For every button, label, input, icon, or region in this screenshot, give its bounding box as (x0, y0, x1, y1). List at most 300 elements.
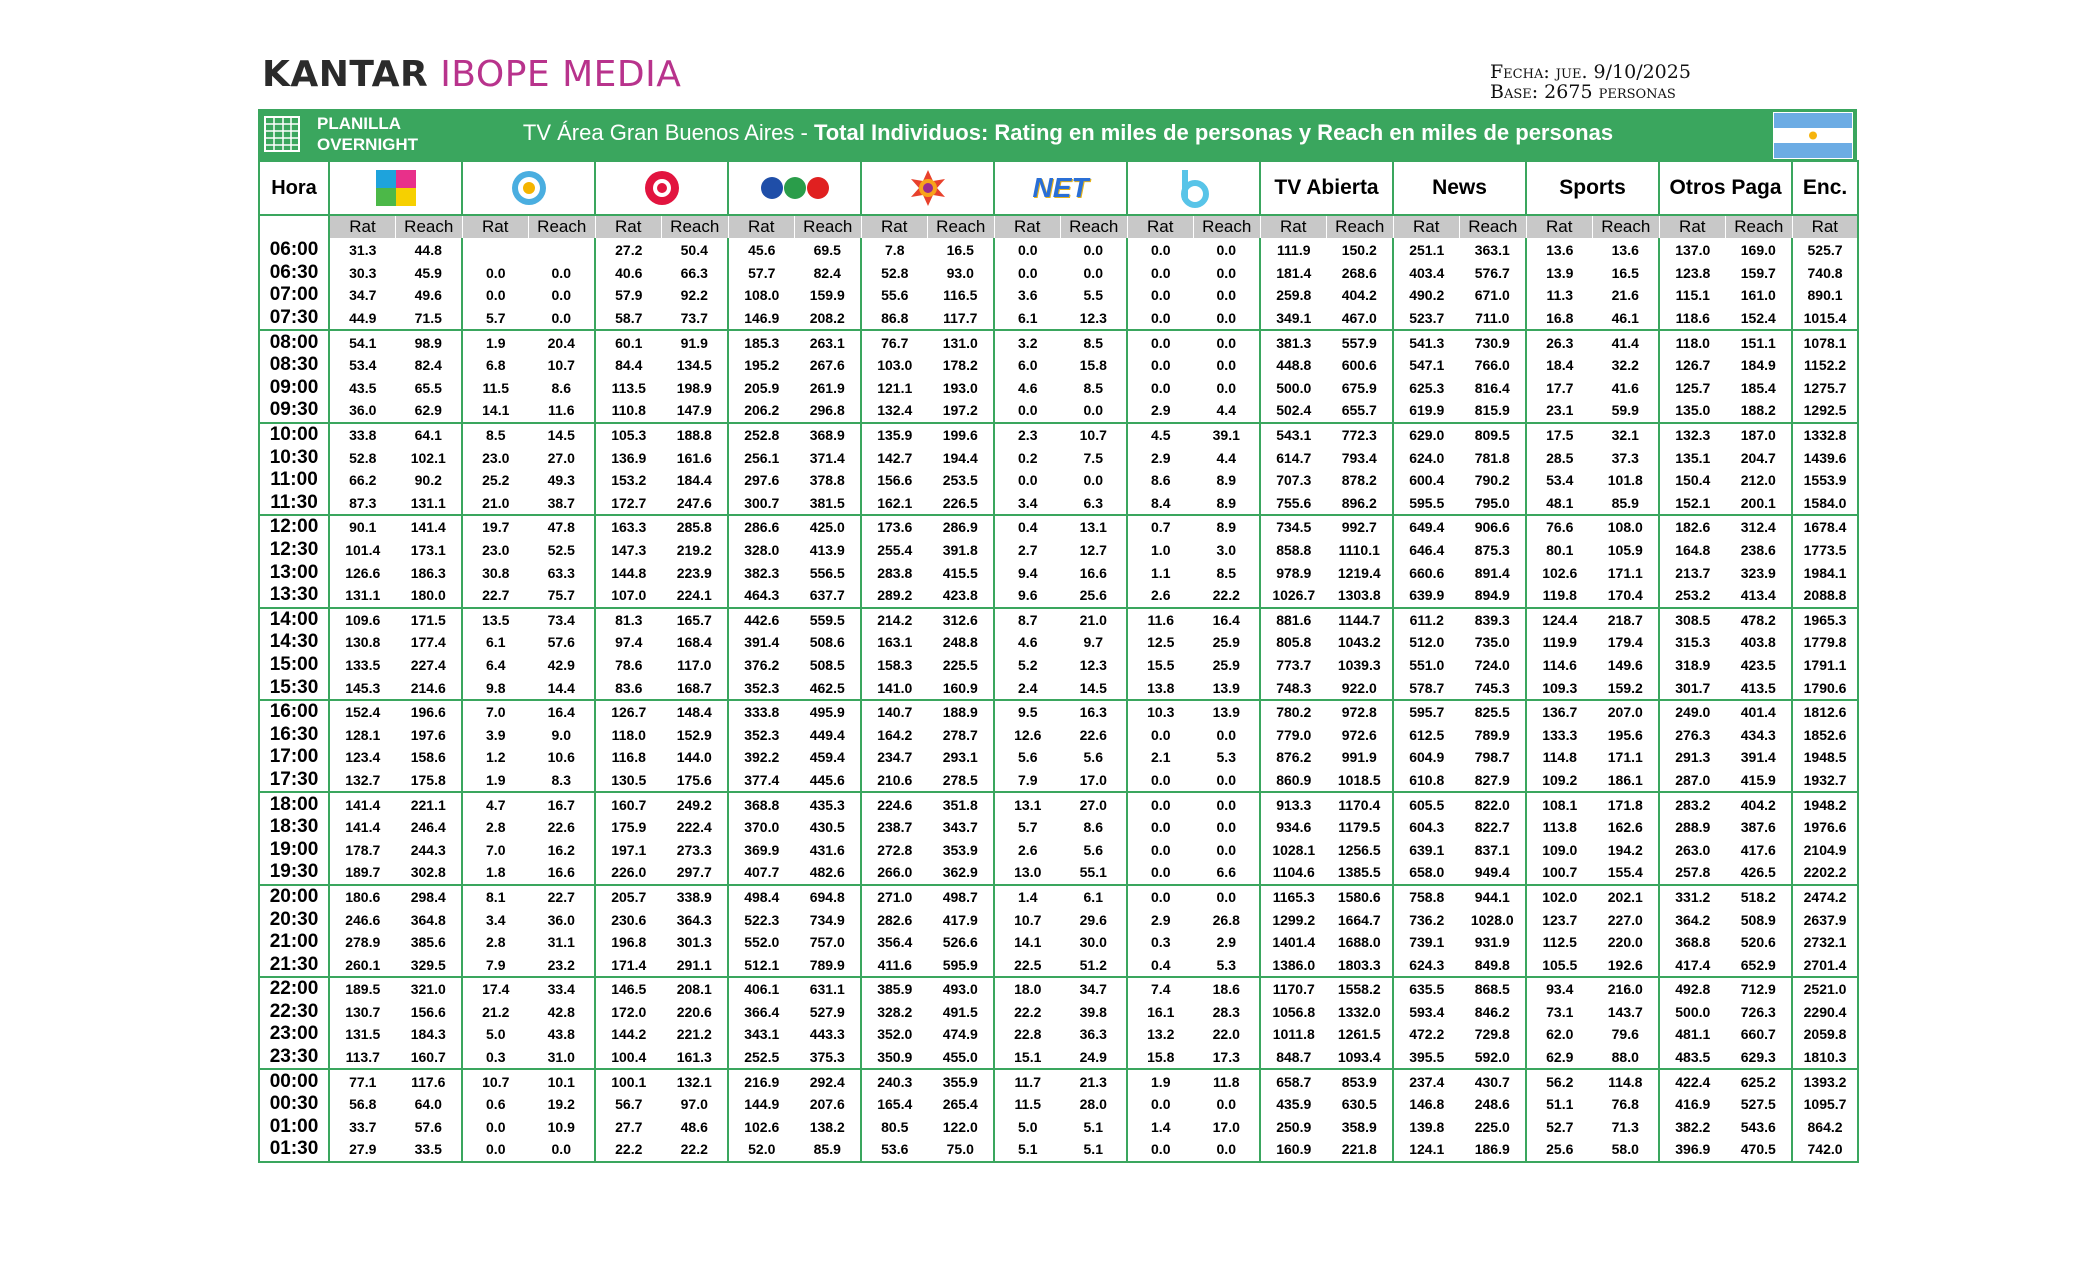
table-cell: 639.9 (1409, 587, 1445, 604)
table-cell: 724.0 (1460, 654, 1527, 677)
table-cell: 0.4 (994, 515, 1061, 539)
table-row (259, 631, 1858, 654)
table-cell: 36.0 (349, 402, 377, 419)
table-cell: 22.2 (615, 1141, 643, 1158)
table-cell: 148.4 (662, 700, 729, 724)
table-cell: 671.0 (1460, 284, 1527, 307)
net-tv-logo-icon: NET (1032, 172, 1089, 203)
table-cell: 31.0 (529, 1046, 596, 1070)
table-cell: 541.3 (1393, 330, 1460, 354)
table-cell: 22.2 (662, 1138, 729, 1162)
table-cell: 172.7 (611, 494, 647, 511)
table-cell: 53.4 (1546, 472, 1574, 489)
table-cell: 2.8 (486, 934, 506, 951)
table-cell: 349.1 (1276, 310, 1312, 327)
table-cell: 0.0 (1018, 242, 1038, 259)
table-cell: 165.7 (662, 608, 729, 632)
table-cell: 853.9 (1327, 1069, 1394, 1093)
table-cell: 614.7 (1276, 449, 1312, 466)
table-cell: 82.4 (795, 262, 862, 285)
table-cell: 789.9 (795, 953, 862, 977)
table-cell: 10.3 (1127, 700, 1194, 724)
table-cell: 972.8 (1327, 700, 1394, 724)
table-cell: 790.2 (1460, 469, 1527, 492)
table-cell: 16.1 (1147, 1003, 1175, 1020)
table-cell: 559.5 (795, 608, 862, 632)
table-cell: 73.1 (1546, 1003, 1574, 1020)
table-cell: 45.9 (396, 262, 463, 285)
table-cell: 214.2 (861, 608, 928, 632)
time-slot: 11:00 (259, 469, 329, 492)
table-cell: 363.1 (1460, 239, 1527, 262)
table-cell: 238.7 (877, 819, 913, 836)
table-cell: 39.1 (1194, 423, 1261, 447)
table-cell: 42.8 (529, 1001, 596, 1024)
table-cell: 62.9 (1546, 1049, 1574, 1066)
table-cell: 415.5 (928, 561, 995, 584)
table-cell: 655.7 (1327, 399, 1394, 423)
table-cell: 1299.2 (1272, 911, 1316, 928)
table-cell: 934.6 (1276, 819, 1312, 836)
table-cell: 328.2 (877, 1003, 913, 1020)
table-cell: 283.8 (877, 564, 913, 581)
table-cell: 512.1 (744, 956, 780, 973)
table-cell: 50.4 (662, 239, 729, 262)
table-cell: 2088.8 (1792, 584, 1858, 608)
table-cell: 343.7 (928, 816, 995, 839)
table-cell: 23.0 (482, 449, 510, 466)
table-cell: 5.6 (1018, 749, 1038, 766)
table-cell: 735.0 (1460, 631, 1527, 654)
table-cell: 0.0 (1151, 1141, 1171, 1158)
table-cell: 109.6 (329, 608, 396, 632)
table-cell: 76.6 (1526, 515, 1593, 539)
table-cell: 658.0 (1409, 864, 1445, 881)
table-cell: 77.1 (329, 1069, 396, 1093)
table-cell: 500.0 (1276, 379, 1312, 396)
table-cell: 27.2 (615, 242, 643, 259)
table-cell: 464.3 (744, 587, 780, 604)
time-slot: 16:00 (259, 700, 329, 724)
table-cell: 0.0 (486, 1118, 506, 1135)
table-cell: 263.1 (795, 330, 862, 354)
table-cell: 660.6 (1409, 564, 1445, 581)
table-cell: 435.9 (1276, 1096, 1312, 1113)
table-cell: 113.7 (345, 1049, 380, 1066)
table-cell: 17.5 (1526, 423, 1593, 447)
table-cell: 248.8 (928, 631, 995, 654)
table-cell (462, 239, 529, 262)
table-cell: 152.4 (329, 700, 396, 724)
table-row (259, 746, 1858, 769)
table-cell: 0.2 (1018, 449, 1038, 466)
table-cell: 188.2 (1726, 399, 1793, 423)
table-cell: 108.1 (1526, 792, 1593, 816)
table-cell: 130.5 (611, 771, 647, 788)
table-cell: 0.0 (1151, 1096, 1171, 1113)
table-cell: 417.4 (1675, 956, 1711, 973)
rat-subheader: Rat (1659, 215, 1726, 239)
table-cell: 102.1 (396, 446, 463, 469)
table-cell: 508.9 (1726, 908, 1793, 931)
table-cell: 1170.7 (1260, 977, 1327, 1001)
table-cell: 113.5 (611, 379, 646, 396)
table-cell: 267.6 (795, 354, 862, 377)
table-cell: 376.2 (744, 656, 780, 673)
table-cell: 175.9 (611, 819, 647, 836)
table-cell: 2637.9 (1792, 908, 1858, 931)
table-cell: 711.0 (1460, 307, 1527, 331)
table-cell: 635.5 (1393, 977, 1460, 1001)
table-cell: 225.5 (928, 654, 995, 677)
table-cell: 51.1 (1546, 1096, 1574, 1113)
table-cell: 1110.1 (1327, 539, 1394, 562)
table-cell: 0.0 (1151, 819, 1171, 836)
table-row (259, 239, 1858, 262)
table-cell: 1984.1 (1792, 561, 1858, 584)
table-cell: 152.1 (1675, 494, 1711, 511)
time-slot: 13:30 (259, 584, 329, 608)
table-cell: 23.1 (1546, 402, 1574, 419)
table-cell: 220.6 (662, 1001, 729, 1024)
table-cell: 1179.5 (1327, 816, 1394, 839)
time-slot: 00:00 (259, 1069, 329, 1093)
table-cell: 227.0 (1593, 908, 1660, 931)
table-cell: 625.2 (1726, 1069, 1793, 1093)
table-cell: 289.2 (877, 587, 913, 604)
table-cell: 55.1 (1061, 861, 1128, 885)
table-row (259, 377, 1858, 400)
channel-13-logo-icon (376, 170, 416, 206)
table-cell: 1093.4 (1327, 1046, 1394, 1070)
telefe-header (728, 161, 861, 215)
canal-9-logo-icon (906, 168, 950, 208)
table-cell: 175.6 (662, 769, 729, 793)
table-cell: 0.0 (1061, 239, 1128, 262)
enc-header: Enc. (1792, 161, 1858, 215)
table-cell: 0.0 (1018, 472, 1038, 489)
table-cell: 117.0 (662, 654, 729, 677)
time-slot: 10:30 (259, 446, 329, 469)
table-cell: 78.6 (615, 656, 643, 673)
table-cell: 604.3 (1409, 819, 1445, 836)
reach-subheader: Reach (1593, 215, 1660, 239)
table-cell: 12.3 (1061, 307, 1128, 331)
table-cell: 11.5 (482, 379, 509, 396)
table-cell: 1104.6 (1272, 864, 1315, 881)
table-cell: 164.2 (877, 726, 913, 743)
table-cell: 0.0 (1061, 262, 1128, 285)
table-cell: 0.0 (1018, 402, 1038, 419)
table-cell: 109.2 (1542, 771, 1578, 788)
table-row (259, 838, 1858, 861)
table-cell: 739.1 (1409, 934, 1445, 951)
table-cell: 26.8 (1194, 908, 1261, 931)
table-row (259, 908, 1858, 931)
table-cell: 9.7 (1061, 631, 1128, 654)
table-cell: 208.2 (795, 307, 862, 331)
reach-subheader: Reach (1726, 215, 1793, 239)
table-cell: 26.3 (1526, 330, 1593, 354)
table-cell: 124.4 (1526, 608, 1593, 632)
table-cell: 1976.6 (1792, 816, 1858, 839)
table-cell: 25.9 (1194, 654, 1261, 677)
table-cell: 247.6 (662, 492, 729, 516)
table-cell: 56.2 (1526, 1069, 1593, 1093)
table-cell: 71.5 (396, 307, 463, 331)
table-cell: 0.0 (1194, 262, 1261, 285)
table-cell: 98.9 (396, 330, 463, 354)
table-cell: 822.7 (1460, 816, 1527, 839)
table-cell: 358.9 (1327, 1116, 1394, 1139)
table-cell: 1580.6 (1327, 885, 1394, 909)
table-cell: 321.0 (396, 977, 463, 1001)
table-cell: 416.9 (1675, 1096, 1711, 1113)
time-slot: 17:30 (259, 769, 329, 793)
table-cell: 102.0 (1526, 885, 1593, 909)
table-cell: 12.6 (1014, 726, 1042, 743)
table-cell: 31.3 (349, 242, 377, 259)
table-cell: 406.1 (728, 977, 795, 1001)
table-cell: 798.7 (1460, 746, 1527, 769)
table-cell: 52.0 (748, 1141, 776, 1158)
table-cell: 391.4 (744, 634, 780, 651)
table-cell: 15.1 (1014, 1049, 1042, 1066)
table-cell: 173.6 (861, 515, 928, 539)
table-cell: 780.2 (1260, 700, 1327, 724)
table-cell: 837.1 (1460, 838, 1527, 861)
table-cell: 185.3 (728, 330, 795, 354)
table-cell: 164.8 (1675, 542, 1711, 559)
table-row (259, 399, 1858, 423)
reach-subheader: Reach (662, 215, 729, 239)
table-cell: 23.2 (529, 953, 596, 977)
table-cell: 286.9 (928, 515, 995, 539)
table-cell: 82.4 (396, 354, 463, 377)
table-cell: 338.9 (662, 885, 729, 909)
table-cell: 119.8 (1542, 587, 1577, 604)
table-cell: 740.8 (1792, 262, 1858, 285)
table-cell: 145.3 (345, 679, 381, 696)
table-cell: 122.0 (928, 1116, 995, 1139)
table-cell: 839.3 (1460, 608, 1527, 632)
table-cell: 273.3 (662, 838, 729, 861)
time-slot: 08:00 (259, 330, 329, 354)
table-cell: 66.2 (349, 472, 377, 489)
time-slot: 20:30 (259, 908, 329, 931)
table-cell: 502.4 (1276, 402, 1312, 419)
table-cell: 118.6 (1675, 310, 1710, 327)
table-cell: 69.5 (795, 239, 862, 262)
table-row (259, 977, 1858, 1001)
table-cell: 1.0 (1151, 542, 1171, 559)
table-cell: 498.4 (728, 885, 795, 909)
table-cell: 13.5 (462, 608, 529, 632)
table-cell: 8.5 (462, 423, 529, 447)
table-cell: 629.3 (1726, 1046, 1793, 1070)
table-cell: 156.6 (877, 472, 913, 489)
table-cell: 423.8 (928, 584, 995, 608)
table-cell: 168.7 (662, 676, 729, 700)
table-cell: 9.6 (1018, 587, 1038, 604)
table-cell: 10.1 (529, 1069, 596, 1093)
table-cell: 639.1 (1409, 841, 1445, 858)
table-cell: 556.5 (795, 561, 862, 584)
time-slot: 18:00 (259, 792, 329, 816)
table-cell: 2521.0 (1792, 977, 1858, 1001)
table-cell: 17.0 (1061, 769, 1128, 793)
table-cell: 23.0 (482, 542, 510, 559)
table-cell: 66.3 (662, 262, 729, 285)
time-slot: 09:30 (259, 399, 329, 423)
table-cell: 1.9 (462, 330, 529, 354)
table-cell: 415.9 (1726, 769, 1793, 793)
table-cell: 38.7 (529, 492, 596, 516)
table-cell: 132.3 (1659, 423, 1726, 447)
table-row (259, 492, 1858, 516)
table-cell: 186.9 (1460, 1138, 1527, 1162)
table-cell: 1152.2 (1792, 354, 1858, 377)
table-cell: 171.5 (396, 608, 463, 632)
table-cell: 22.7 (482, 587, 510, 604)
time-slot: 12:00 (259, 515, 329, 539)
table-cell: 222.4 (662, 816, 729, 839)
table-cell: 745.3 (1460, 676, 1527, 700)
table-cell: 218.7 (1593, 608, 1660, 632)
table-cell: 4.5 (1127, 423, 1194, 447)
table-cell: 14.1 (482, 402, 510, 419)
table-cell: 93.0 (928, 262, 995, 285)
table-cell: 186.3 (396, 561, 463, 584)
table-cell: 10.6 (529, 746, 596, 769)
table-cell: 1810.3 (1792, 1046, 1858, 1070)
table-cell: 141.4 (329, 792, 396, 816)
table-cell: 0.0 (1151, 771, 1171, 788)
table-cell: 296.8 (795, 399, 862, 423)
table-cell: 881.6 (1260, 608, 1327, 632)
table-cell: 57.6 (529, 631, 596, 654)
table-cell: 22.5 (1014, 956, 1042, 973)
table-cell: 0.0 (1151, 726, 1171, 743)
table-cell: 1018.5 (1327, 769, 1394, 793)
table-cell: 595.9 (928, 953, 995, 977)
table-cell: 0.4 (1151, 956, 1171, 973)
reach-subheader: Reach (1194, 215, 1261, 239)
kantar-ibope-logo (262, 54, 681, 95)
table-cell: 17.3 (1194, 1046, 1261, 1070)
table-cell: 495.9 (795, 700, 862, 724)
table-cell: 7.0 (462, 700, 529, 724)
table-cell: 246.6 (345, 911, 381, 928)
table-cell: 482.6 (795, 861, 862, 885)
table-cell: 1965.3 (1792, 608, 1858, 632)
table-cell: 293.1 (928, 746, 995, 769)
table-cell: 34.7 (1061, 977, 1128, 1001)
table-cell: 105.9 (1593, 539, 1660, 562)
america-tv-logo-icon (641, 169, 683, 207)
table-cell: 21.2 (482, 1003, 510, 1020)
table-cell: 576.7 (1460, 262, 1527, 285)
table-cell: 0.7 (1127, 515, 1194, 539)
table-cell: 1948.2 (1792, 792, 1858, 816)
table-cell: 779.0 (1276, 726, 1312, 743)
table-cell: 48.6 (662, 1116, 729, 1139)
table-cell: 143.7 (1593, 1001, 1660, 1024)
enc-rat-subheader: Rat (1792, 215, 1858, 239)
table-cell: 370.0 (744, 819, 780, 836)
table-cell: 109.0 (1542, 841, 1578, 858)
table-cell: 323.9 (1726, 561, 1793, 584)
table-cell: 2290.4 (1792, 1001, 1858, 1024)
table-cell: 2.6 (1151, 587, 1171, 604)
table-cell: 377.4 (744, 771, 780, 788)
table-cell: 221.2 (662, 1023, 729, 1046)
table-cell: 162.1 (877, 494, 913, 511)
table-cell: 189.5 (329, 977, 396, 1001)
table-cell: 624.3 (1409, 956, 1445, 973)
table-cell: 75.7 (529, 584, 596, 608)
table-cell: 185.4 (1726, 377, 1793, 400)
table-cell: 875.3 (1460, 539, 1527, 562)
table-cell: 44.8 (396, 239, 463, 262)
channel-header-row (259, 161, 1858, 215)
table-cell: 0.0 (1151, 310, 1171, 327)
table-row (259, 792, 1858, 816)
table-cell: 490.2 (1409, 287, 1445, 304)
table-row (259, 262, 1858, 285)
table-cell: 130.7 (345, 1003, 381, 1020)
table-cell: 0.0 (486, 264, 506, 281)
table-cell: 848.7 (1276, 1049, 1312, 1066)
table-cell: 1078.1 (1792, 330, 1858, 354)
table-cell: 17.4 (462, 977, 529, 1001)
table-cell: 141.0 (877, 679, 913, 696)
table-cell: 65.5 (396, 377, 463, 400)
table-cell: 8.7 (994, 608, 1061, 632)
table-cell: 105.3 (595, 423, 662, 447)
table-cell: 90.1 (329, 515, 396, 539)
table-cell: 0.0 (1127, 792, 1194, 816)
table-cell: 0.0 (1151, 242, 1171, 259)
table-cell: 430.7 (1460, 1069, 1527, 1093)
table-cell: 28.3 (1194, 1001, 1261, 1024)
table-cell: 0.0 (529, 262, 596, 285)
america-tv-header (595, 161, 728, 215)
table-cell: 64.1 (396, 423, 463, 447)
table-cell: 864.2 (1792, 1116, 1858, 1139)
table-cell: 151.1 (1726, 330, 1793, 354)
table-cell: 45.6 (748, 242, 776, 259)
table-cell: 343.1 (744, 1026, 780, 1043)
table-cell: 41.6 (1593, 377, 1660, 400)
table-cell: 253.5 (928, 469, 995, 492)
table-cell: 40.6 (615, 264, 643, 281)
time-slot: 10:00 (259, 423, 329, 447)
hora-header: Hora (259, 161, 329, 215)
table-cell: 110.8 (611, 402, 646, 419)
table-cell: 160.7 (396, 1046, 463, 1070)
table-cell: 1386.0 (1272, 956, 1316, 973)
table-cell: 552.0 (744, 934, 780, 951)
table-cell: 459.4 (795, 746, 862, 769)
hora-subheader (259, 215, 329, 239)
rat-subheader: Rat (728, 215, 795, 239)
table-cell: 0.0 (486, 287, 506, 304)
table-cell: 11.6 (1127, 608, 1194, 632)
table-cell: 3.4 (1018, 494, 1038, 511)
table-cell: 11.6 (529, 399, 596, 423)
table-cell: 54.1 (329, 330, 396, 354)
